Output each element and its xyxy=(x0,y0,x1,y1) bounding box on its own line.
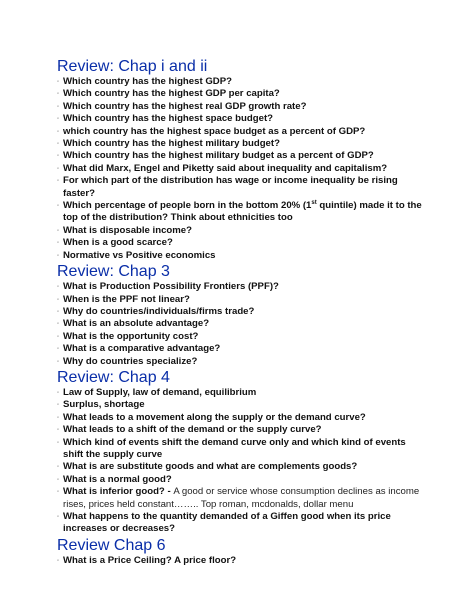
list-item xyxy=(57,101,427,113)
answer-text: A good or service whose consumption declines as income rises, prices held constant…….. Top roman, mcdonalds, dollar menu xyxy=(63,486,420,510)
bullet-icon: ◦ xyxy=(57,79,60,85)
section-heading: Review Chap 6 xyxy=(57,536,166,554)
question-text: When is the PPF not linear? xyxy=(63,293,190,305)
bullet-icon: ◦ xyxy=(57,464,60,471)
list-item xyxy=(57,399,427,411)
list-item xyxy=(57,113,427,125)
list-item xyxy=(57,76,427,88)
list-item xyxy=(57,387,427,399)
list-item xyxy=(57,343,427,355)
question-list xyxy=(57,76,427,262)
question-text: quintile) made it to the top of the distribution? Think about ethnicities too xyxy=(63,200,422,224)
section-chap-3 xyxy=(57,262,427,368)
bullet-icon: ◦ xyxy=(57,91,60,98)
question-text: What leads to a movement along the supply or the demand curve? xyxy=(63,411,366,423)
list-item xyxy=(57,237,427,249)
bullet-icon: ◦ xyxy=(57,389,60,396)
question-text: What is a comparative advantage? xyxy=(63,343,221,355)
list-item xyxy=(57,225,427,237)
list-item xyxy=(57,175,427,200)
superscript: st xyxy=(311,199,317,206)
question-text: What is disposable income? xyxy=(63,224,193,236)
list-item xyxy=(57,138,427,150)
bullet-icon: ◦ xyxy=(57,427,60,434)
list-item xyxy=(57,412,427,424)
bullet-icon: ◦ xyxy=(57,402,60,409)
question-text: Why do countries specialize? xyxy=(63,355,198,367)
bullet-icon: ◦ xyxy=(57,296,60,303)
bullet-icon: ◦ xyxy=(57,346,60,353)
question-text: Which country has the highest space budget? xyxy=(63,113,274,125)
bullet-icon: ◦ xyxy=(57,153,60,160)
question-text: Which kind of events shift the demand curve only and which kind of events shift the supply curve xyxy=(63,436,406,460)
question-text: which country has the highest space budget as a percent of GDP? xyxy=(63,125,366,137)
bullet-icon: ◦ xyxy=(57,141,60,148)
list-item xyxy=(57,306,427,318)
question-text: Why do countries/individuals/firms trade? xyxy=(63,305,255,317)
question-list xyxy=(57,387,427,536)
question-text: For which part of the distribution has wage or income inequality be rising faster? xyxy=(63,175,398,199)
list-item xyxy=(57,474,427,486)
question-text: What is Production Possibility Frontiers (PPF)? xyxy=(63,281,279,293)
section-heading: Review: Chap i and ii xyxy=(57,58,208,75)
question-text: What is inferior good? - xyxy=(63,486,174,498)
list-item xyxy=(57,281,427,293)
bullet-icon: ◦ xyxy=(57,489,60,496)
list-item xyxy=(57,356,427,368)
list-item xyxy=(57,88,427,100)
list-item xyxy=(57,437,427,462)
bullet-icon: ◦ xyxy=(57,414,60,421)
bullet-icon: ◦ xyxy=(57,284,60,291)
bullet-icon: ◦ xyxy=(57,178,60,185)
list-item xyxy=(57,250,427,262)
section-chap-1-2 xyxy=(57,57,427,262)
question-text: Which percentage of people born in the bottom 20% (1 xyxy=(63,200,312,212)
bullet-icon: ◦ xyxy=(57,308,60,315)
question-list xyxy=(57,555,427,567)
question-text: Which country has the highest GDP? xyxy=(63,76,232,87)
bullet-icon: ◦ xyxy=(57,439,60,446)
section-heading: Review: Chap 4 xyxy=(57,368,170,386)
bullet-icon: ◦ xyxy=(57,203,60,210)
question-text: What is an absolute advantage? xyxy=(63,318,210,330)
bullet-icon: ◦ xyxy=(57,240,60,247)
question-text: Which country has the highest military budget as a percent of GDP? xyxy=(63,150,374,162)
question-text: Surplus, shortage xyxy=(63,399,145,411)
bullet-icon: ◦ xyxy=(57,252,60,259)
list-item xyxy=(57,331,427,343)
question-text: What happens to the quantity demanded of a Giffen good when its price increases or decreases? xyxy=(63,511,391,535)
list-item xyxy=(57,150,427,162)
question-text: What did Marx, Engel and Piketty said about inequality and capitalism? xyxy=(63,162,388,174)
bullet-icon: ◦ xyxy=(57,128,60,135)
bullet-icon: ◦ xyxy=(57,103,60,110)
section-heading: Review: Chap 3 xyxy=(57,263,170,281)
list-item xyxy=(57,163,427,175)
bullet-icon: ◦ xyxy=(57,165,60,172)
list-item xyxy=(57,294,427,306)
question-text: Which country has the highest military budget? xyxy=(63,138,280,150)
list-item xyxy=(57,486,427,511)
question-text: What is a Price Ceiling? A price floor? xyxy=(63,554,237,566)
question-text: What leads to a shift of the demand or the supply curve? xyxy=(63,424,322,436)
list-item xyxy=(57,511,427,536)
question-text: Which country has the highest GDP per capita? xyxy=(63,88,280,100)
bullet-icon: ◦ xyxy=(57,557,60,564)
question-text: Law of Supply, law of demand, equilibrium xyxy=(63,386,257,398)
bullet-icon: ◦ xyxy=(57,227,60,234)
question-list xyxy=(57,281,427,368)
question-text: When is a good scarce? xyxy=(63,237,173,249)
question-text: What is are substitute goods and what are complements goods? xyxy=(63,461,358,473)
list-item xyxy=(57,461,427,473)
question-text: What is a normal good? xyxy=(63,473,172,485)
bullet-icon: ◦ xyxy=(57,321,60,328)
list-item xyxy=(57,126,427,138)
bullet-icon: ◦ xyxy=(57,514,60,520)
list-item xyxy=(57,424,427,436)
bullet-icon: ◦ xyxy=(57,476,60,483)
page-content xyxy=(57,57,427,567)
section-chap-6 xyxy=(57,536,427,567)
question-text: Which country has the highest real GDP growth rate? xyxy=(63,100,307,112)
bullet-icon: ◦ xyxy=(57,358,60,365)
question-text: Normative vs Positive economics xyxy=(63,249,216,261)
list-item xyxy=(57,555,427,567)
list-item xyxy=(57,200,427,225)
list-item xyxy=(57,318,427,330)
question-text: What is the opportunity cost? xyxy=(63,330,199,342)
bullet-icon: ◦ xyxy=(57,116,60,123)
bullet-icon: ◦ xyxy=(57,333,60,340)
section-chap-4 xyxy=(57,368,427,536)
